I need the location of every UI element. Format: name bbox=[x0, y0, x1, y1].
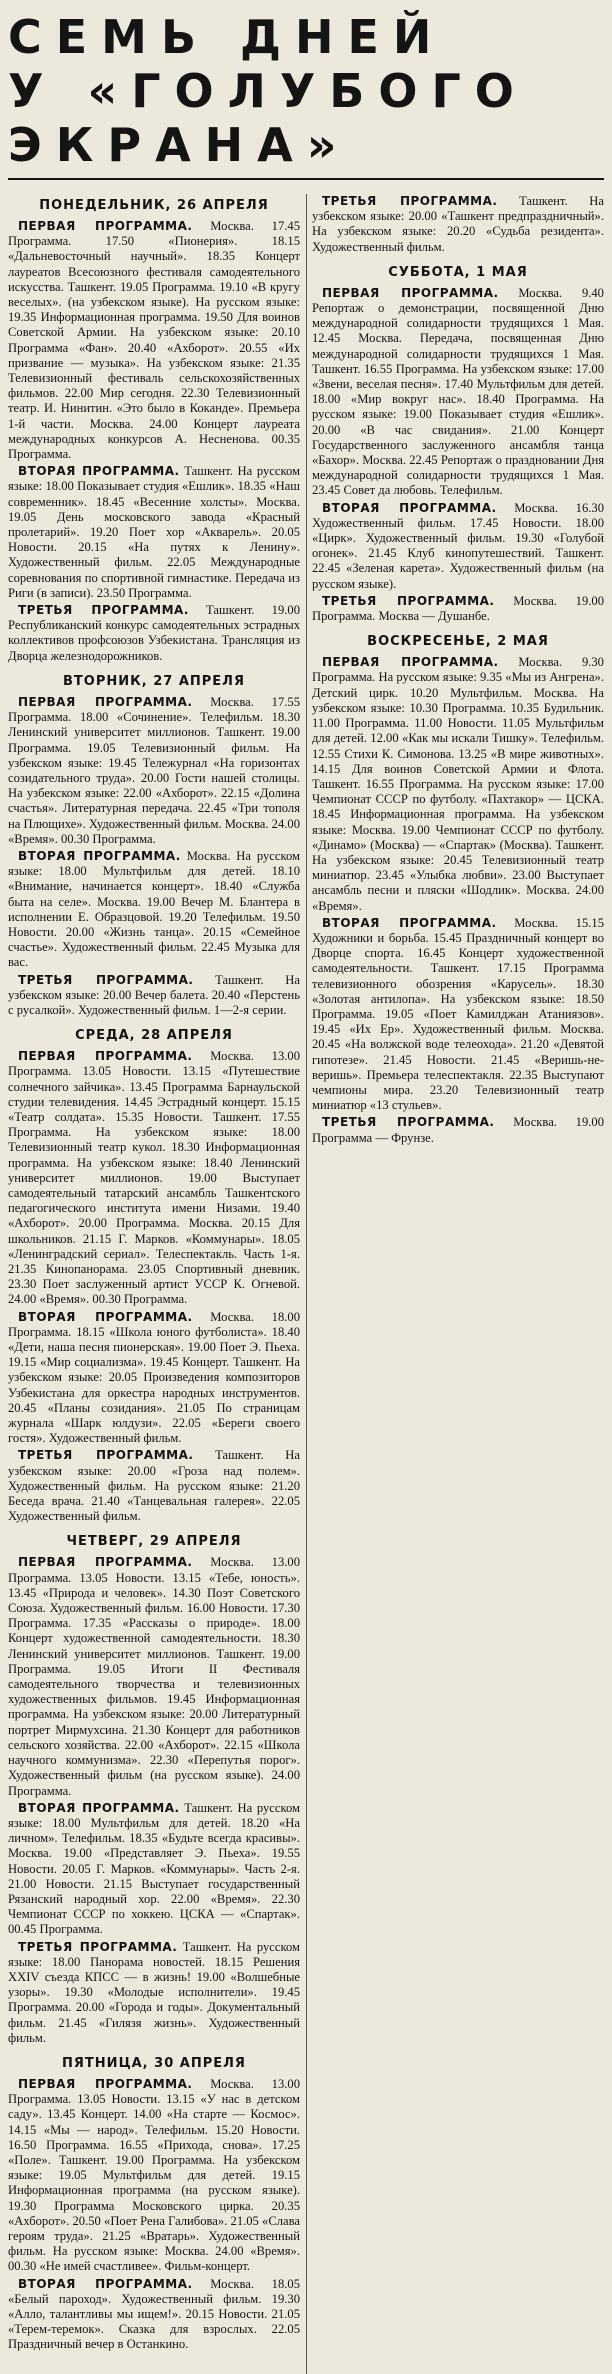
program-label: ВТОРАЯ ПРОГРАММА. bbox=[18, 464, 180, 479]
day-title: СУББОТА, 1 МАЯ bbox=[388, 264, 528, 280]
program-first bbox=[8, 1555, 300, 1798]
program-text: Москва. 13.00 Программа. 13.05 Новости. 13.15 «У нас в детском саду». 13.45 Концерт. 14.00 «На старте — Космос». 14.15 «Мы — народ». Телефильм. 15.20 Новости. 16.50 Программа. 16.55 «Прихода, снова». 17.25 «Поле». Ташкент. 19.00 Программа. На узбекском языке: 19.05 Мультфильм для детей. 19.15 Информационная программа (на русском языке). 19.30 Программа Московского цирка. 20.35 «Ахборот». 20.50 «Поет Рена Галибова». 21.05 «Слава героям труда». 21.25 «Вратарь». Художественный фильм. На русском языке: Москва. 24.00 «Время». 00.30 «Не имей счастливее». Фильм-концерт. bbox=[8, 2076, 300, 2274]
program-text: Ташкент. На русском языке: 18.00 Мультфильм для детей. 18.20 «На личном». Телефильм. 18.35 «Будьте всегда красивы». Москва. 19.00 «Представляет Э. Пьеха». 19.55 Новости. 20.05 Г. Марков. «Коммунары». Часть 2-я. 21.00 Новости. 21.15 Выступает государственный Рязанский народный хор. 22.00 «Время». 22.30 Чемпионат СССР по хоккею. ЦСКА — «Спартак». 00.45 Программа. bbox=[8, 1800, 300, 1937]
program-label: ПЕРВАЯ ПРОГРАММА. bbox=[322, 655, 499, 670]
program-first bbox=[312, 655, 604, 913]
tv-schedule bbox=[8, 194, 604, 2374]
day-title: ВТОРНИК, 27 АПРЕЛЯ bbox=[63, 673, 245, 689]
program-label: ТРЕТЬЯ ПРОГРАММА. bbox=[18, 1448, 194, 1463]
program-second bbox=[8, 2277, 300, 2353]
day-thursday bbox=[8, 1534, 300, 2046]
program-third bbox=[8, 973, 300, 1019]
program-text: Москва. 18.00 Программа. 18.15 «Школа юного футболиста». 18.40 «Дети, наша песня пионерская». 19.00 Поет Э. Пьеха. 19.15 «Мир социализма». 19.45 Концерт. Ташкент. На узбекском языке: 20.05 Произведения композиторов Узбекистана для оркестра народных инструментов. 20.45 «Планы созидания». 21.05 По страницам журнала «Шарк юлдузи». 22.05 «Береги своего гостя». Художественный фильм. bbox=[8, 1309, 300, 1446]
program-first bbox=[312, 286, 604, 499]
program-third bbox=[312, 594, 604, 624]
program-label: ПЕРВАЯ ПРОГРАММА. bbox=[18, 1049, 193, 1064]
program-second bbox=[8, 849, 300, 971]
headline-line-1: СЕМЬ ДНЕЙ bbox=[8, 10, 446, 64]
program-second bbox=[8, 1801, 300, 1938]
program-first bbox=[8, 2077, 300, 2275]
program-text: Москва. 13.00 Программа. 13.05 Новости. 13.15 «Тебе, юность». 13.45 «Природа и человек». 14.30 Поэт Советского Союза. Художественный фильм. 16.00 Новости. 17.30 Программа. 17.35 «Рассказы о природе». 18.00 Концерт художественной самодеятельности. 18.30 Ленинский университет миллионов. Ташкент. 19.00 Программа. 19.05 Итоги II Фестиваля самодеятельного творчества и телевизионных художественных фильмов. 19.45 Информационная программа. На узбекском языке: 20.00 Литературный портрет Мирмухсина. 21.30 Концерт для работников сельского хозяйства. 22.00 «Ахборот». 22.15 «Школа научного коммунизма». 22.30 «Перепутья порог». Художественный фильм (на русском языке). 24.00 Программа. bbox=[8, 1555, 300, 1798]
day-title: ПОНЕДЕЛЬНИК, 26 АПРЕЛЯ bbox=[39, 198, 269, 213]
program-text: Ташкент. На узбекском языке: 20.00 Вечер балета. 20.40 «Перстень с русалкой». Художественный фильм. 1—2-я серии. bbox=[8, 972, 300, 1017]
program-text: Москва. 19.00 Программа — Фрунзе. bbox=[312, 1115, 604, 1145]
day-tuesday bbox=[8, 674, 300, 1018]
headline-line-2: У «ГОЛУБОГО bbox=[8, 64, 528, 118]
day-title: СРЕДА, 28 АПРЕЛЯ bbox=[75, 1028, 233, 1044]
program-third bbox=[8, 1940, 300, 2046]
program-label: ПЕРВАЯ ПРОГРАММА. bbox=[18, 1555, 193, 1570]
program-label: ВТОРАЯ ПРОГРАММА. bbox=[18, 1800, 180, 1815]
program-label: ТРЕТЬЯ ПРОГРАММА. bbox=[18, 1939, 178, 1954]
program-second bbox=[8, 1310, 300, 1447]
day-sunday bbox=[312, 634, 604, 1146]
program-label: ПЕРВАЯ ПРОГРАММА. bbox=[322, 285, 499, 300]
program-text: Ташкент. 19.00 Республиканский конкурс самодеятельных эстрадных коллективов профсоюзов Узбекистана. Трансляция из Дворца железнодорожников. bbox=[8, 603, 300, 663]
program-label: ВТОРАЯ ПРОГРАММА. bbox=[18, 1309, 193, 1324]
program-first bbox=[8, 219, 300, 462]
day-title: ЧЕТВЕРГ, 29 АПРЕЛЯ bbox=[66, 1534, 242, 1550]
program-third bbox=[312, 194, 604, 255]
program-text: Москва. 15.15 Художники и борьба. 15.45 Праздничный концерт во Дворце спорта. 16.45 Концерт художественной самодеятельности. Ташкент. 17.15 Программа телевизионного обозрения «Карусель». 18.30 «Золотая антилопа». На узбекском языке: 18.50 Программа. 19.05 «Поет Камилджан Атаниязов». 19.45 «Их Ер». Художественный фильм. Москва. 20.45 «На волжской воде телеохода». 21.20 «Девятой гипотезе». 21.45 Новости. 21.45 «Веришь-не-веришь». Премьера телеспектакля. 22.35 Выступают чемпионы мира. 23.20 Телевизионный театр миниатюр «13 стульев». bbox=[312, 915, 604, 1113]
program-text: Москва. 17.45 Программа. 17.50 «Пионерия». 18.15 «Дальневосточный научный». 18.35 Концерт лауреатов Всесоюзного фестиваля самодеятельного искусства. Ташкент. 19.05 Программа. 19.10 «В кругу веселых». (на узбекском языке). На русском языке: 19.35 Информационная программа. 19.50 Для воинов Советской Армии. На узбекском языке: 20.10 Программа «Фан». 20.40 «Ахборот». 20.55 «Их призвание — музыка». На узбекском языке: 21.35 Телевизионный фестиваль сельскохозяйственных фильмов. 22.00 Мир сегодня. 22.30 Телевизионный театр. И. Нинитин. «Это было в Коканде». Премьера 1-й части. Москва. 24.00 Концерт лауреата международных конкурсов А. Несненова. 00.35 Программа. bbox=[8, 219, 300, 462]
program-text: Москва. 18.05 «Белый пароход». Художественный фильм. 19.30 «Алло, талантливы мы ищем!». 20.15 Новости. 21.05 «Терем-теремок». Сказка для взрослых. 22.05 Праздничный вечер в Останкино. bbox=[8, 2276, 300, 2352]
day-monday bbox=[8, 198, 300, 664]
program-third bbox=[312, 1115, 604, 1145]
program-text: Ташкент. На русском языке: 18.00 Показывает студия «Ешлик». 18.35 «Наш современник». 18.45 «Весенние холсты». Москва. 19.05 День московского завода «Красный пролетарий». 19.20 Поет хор «Акварель». 20.05 Новости. 20.15 «На путях к Ленину». Художественный фильм. 22.05 Международные соревнования по спортивной гимнастике. Передача из Риги (в записи). 23.50 Программа. bbox=[8, 464, 300, 600]
program-label: ТРЕТЬЯ ПРОГРАММА. bbox=[322, 593, 495, 608]
program-text: Москва. 17.55 Программа. 18.00 «Сочинение». Телефильм. 18.30 Ленинский университет миллионов. Ташкент. 19.00 Программа. 19.05 Телевизионный фильм. На узбекском языке: 19.45 Тележурнал «На горизонтах созидательного труда». 20.00 Гости нашей столицы. На узбекском языке: 22.00 «Ахборот». 22.15 «Долина счастья». Литературная передача. 22.45 «Три тополя на Плющихе». Художественный фильм. Москва. 24.00 «Время». 00.30 Программа. bbox=[8, 694, 300, 846]
day-wednesday bbox=[8, 1028, 300, 1524]
program-label: ПЕРВАЯ ПРОГРАММА. bbox=[18, 219, 193, 233]
program-text: Москва. 9.30 Программа. На русском языке: 9.35 «Мы из Ангрена». Детский цирк. 10.20 Мультфильм. Москва. На узбекском языке: 10.30 Программа. 10.35 Будильник. 11.00 Программа. 11.00 Новости. 11.05 Мультфильм для детей. 12.00 «Как мы искали Тишку». Телефильм. 12.55 Стихи К. Симонова. 13.25 «В мире животных». 14.15 Для воинов Советской Армии и Флота. Ташкент. 16.55 Программа. На русском языке: 17.00 Чемпионат СССР по футболу. «Пахтакор» — ЦСКА. 18.45 Информационная программа. На узбекском языке: Москва. 19.00 Чемпионат СССР по футболу. «Динамо» (Москва) — «Спартак» (Москва). Ташкент. На узбекском языке: 20.45 Телевизионный театр миниатюр. 23.45 «Улыбка любви». 23.00 Выступает ансамбль песни и пляски «Шодлик». Москва. 24.00 «Время». bbox=[312, 655, 604, 913]
program-text: Ташкент. На узбекском языке: 20.00 «Ташкент предпраздничный». На узбекском языке: 20.20 «Судьба резидента». Художественный фильм. bbox=[312, 194, 604, 254]
program-label: ТРЕТЬЯ ПРОГРАММА. bbox=[322, 1115, 495, 1130]
day-saturday bbox=[312, 265, 604, 624]
program-label: ТРЕТЬЯ ПРОГРАММА. bbox=[18, 603, 189, 618]
program-label: ТРЕТЬЯ ПРОГРАММА. bbox=[322, 194, 498, 208]
program-text: Москва. 19.00 Программа. Москва — Душанбе. bbox=[312, 593, 604, 624]
program-text: Ташкент. На узбекском языке: 20.00 «Гроза над полем». Художественный фильм. На русском языке: 21.20 Беседа врача. 21.40 «Танцевальная галерея». 22.05 Художественный фильм. bbox=[8, 1448, 300, 1524]
program-text: Москва. На русском языке: 18.00 Мультфильм для детей. 18.10 «Внимание, начинается концерт». 18.40 «Служба быта на селе». Москва. 19.00 Вечер М. Блантера в исполнении Е. Образцовой. 19.20 Телефильм. 19.50 Новости. 20.00 «Жизнь танца». 20.15 «Семейное счастье». Художественный фильм. 22.45 Музыка для вас. bbox=[8, 848, 300, 970]
program-first bbox=[8, 1049, 300, 1307]
program-second bbox=[312, 501, 604, 592]
day-title: ПЯТНИЦА, 30 АПРЕЛЯ bbox=[62, 2055, 246, 2071]
program-label: ВТОРАЯ ПРОГРАММА. bbox=[322, 915, 497, 930]
program-label: ВТОРАЯ ПРОГРАММА. bbox=[322, 500, 497, 515]
day-title: ВОСКРЕСЕНЬЕ, 2 МАЯ bbox=[367, 634, 549, 650]
program-second bbox=[312, 916, 604, 1114]
program-label: ВТОРАЯ ПРОГРАММА. bbox=[18, 848, 181, 863]
program-first bbox=[8, 695, 300, 847]
program-text: Москва. 9.40 Репортаж о демонстрации, посвященной Дню международной солидарности трудящихся 1 Мая. 12.45 Москва. Передача, посвященная Дню международной солидарности трудящихся 1 Мая. Ташкент. 16.55 Программа. На узбекском языке: 17.00 «Звени, веселая песня». 17.40 Мультфильм для детей. 18.00 «Мир вокруг нас». 18.40 Программа. На русском языке: 19.00 Показывает студия «Ешлик». 20.00 «В час свидания». 21.00 Концерт Государственного заслуженного ансамбля танца «Бахор». Москва. 22.45 Репортаж о праздновании Дня международной солидарности трудящихся 1 Мая. 23.45 Совет да любовь. Телефильм. bbox=[312, 285, 604, 498]
program-label: ТРЕТЬЯ ПРОГРАММА. bbox=[18, 972, 194, 987]
program-third bbox=[8, 603, 300, 664]
program-text: Москва. 16.30 Художественный фильм. 17.45 Новости. 18.00 «Цирк». Художественный фильм. 19.30 «Голубой огонек». 21.45 Клуб кинопутешествий. Ташкент. 22.45 «Зеленая карета». Художественный фильм (на русском языке). bbox=[312, 500, 604, 591]
headline-line-3: ЭКРАНА» bbox=[8, 118, 351, 172]
program-text: Ташкент. На русском языке: 18.00 Панорама новостей. 18.15 Решения XXIV съезда КПСС — в жизнь! 19.00 «Волшебные узоры». 19.30 «Молодые исполнители». 19.45 Программа. 20.00 «Города и годы». Документальный фильм. 21.45 «Гилязя жизнь». Художественный фильм. bbox=[8, 1939, 300, 2045]
headline bbox=[8, 10, 604, 180]
program-text: Москва. 13.00 Программа. 13.05 Новости. 13.15 «Путешествие солнечного зайчика». 13.45 Программа Барнаульской студии телевидения. 14.45 Эстрадный концерт. 15.15 «Театр солдата». 15.35 Новости. Ташкент. 17.55 Программа. На узбекском языке: 18.00 Телевизионный театр кукол. 18.30 Информационная программа. На узбекском языке: 18.40 Ленинский университет миллионов. 19.00 Выступает самодеятельный татарский ансамбль Ташкентского педагогического института имени Низами. 19.40 «Ахборот». 20.00 Программа. Москва. 20.15 Для школьников. 21.15 Г. Марков. «Коммунары». 18.05 «Ленинградский сериал». Телеспектакль. Часть 1-я. 21.35 Кинопанорама. 23.05 Спортивный дневник. 23.30 Поет заслуженный артист УССР К. Огневой. 24.00 «Время». 00.30 Программа. bbox=[8, 1049, 300, 1307]
program-third bbox=[8, 1448, 300, 1524]
program-label: ПЕРВАЯ ПРОГРАММА. bbox=[18, 694, 193, 709]
program-second bbox=[8, 464, 300, 601]
program-label: ВТОРАЯ ПРОГРАММА. bbox=[18, 2276, 193, 2291]
program-label: ПЕРВАЯ ПРОГРАММА. bbox=[18, 2076, 193, 2091]
